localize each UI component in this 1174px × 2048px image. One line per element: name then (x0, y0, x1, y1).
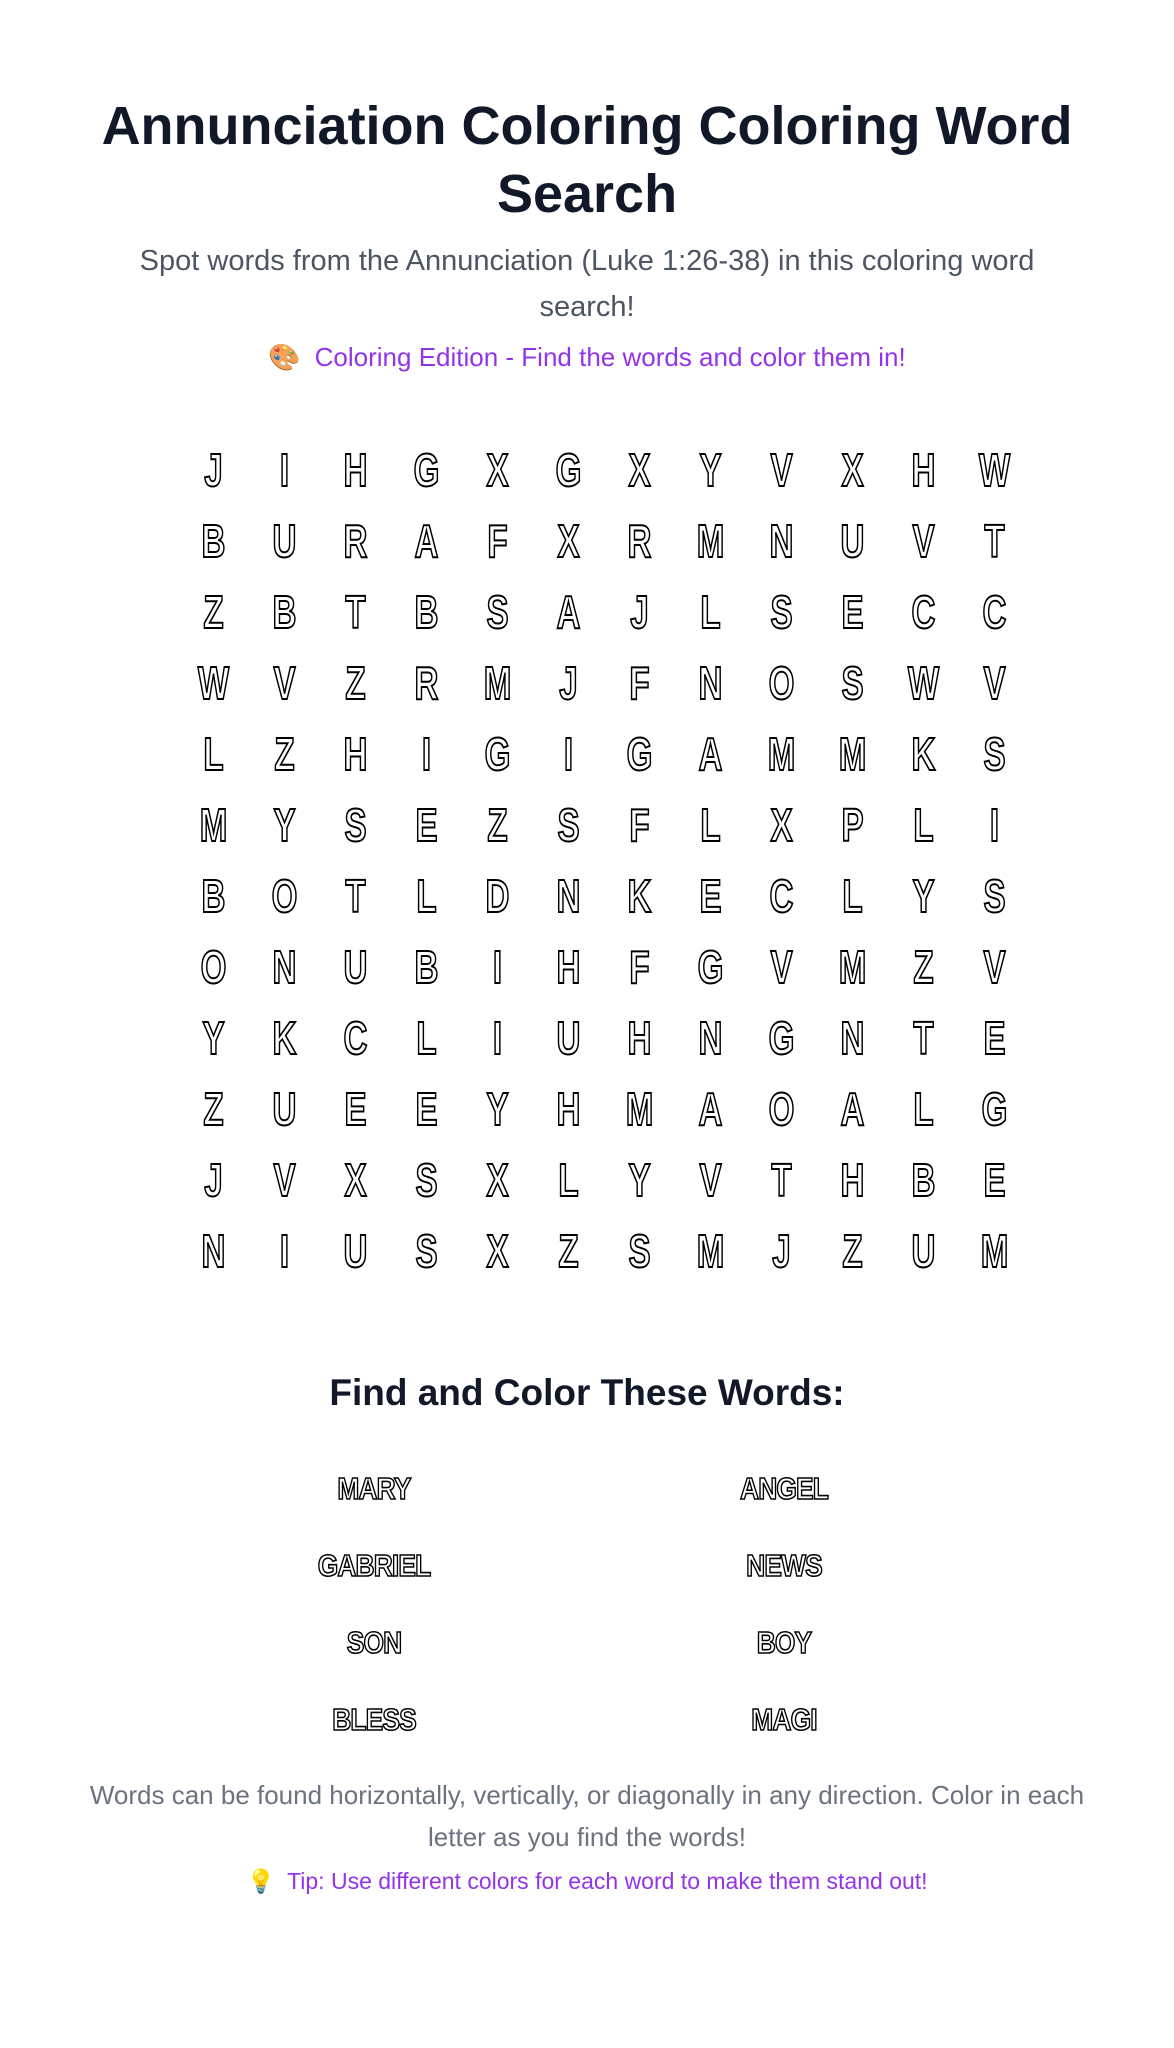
grid-cell[interactable]: Z (913, 940, 934, 993)
grid-cell[interactable]: H (343, 443, 368, 496)
grid-cell[interactable]: A (698, 727, 723, 780)
grid-cell[interactable]: C (769, 869, 794, 922)
grid-cell[interactable]: N (840, 1011, 865, 1064)
grid-cell[interactable]: U (840, 514, 865, 567)
grid-cell[interactable]: Z (203, 1082, 224, 1135)
grid-cell[interactable]: O (271, 869, 298, 922)
word-list-item: BLESS (332, 1701, 416, 1737)
grid-cell[interactable]: E (983, 1153, 1006, 1206)
grid-cell[interactable]: A (840, 1082, 865, 1135)
grid-cell[interactable]: T (984, 514, 1005, 567)
grid-cell[interactable]: G (413, 443, 440, 496)
grid-cell[interactable]: U (272, 1082, 297, 1135)
grid-cell[interactable]: W (197, 656, 230, 709)
grid-cell[interactable]: S (983, 869, 1006, 922)
page-title: Annunciation Coloring Coloring Word Search (101, 96, 1073, 224)
grid-cell[interactable]: S (415, 1224, 438, 1277)
grid-cell[interactable]: U (911, 1224, 936, 1277)
grid-cell[interactable]: O (768, 656, 795, 709)
grid-cell[interactable]: K (911, 727, 936, 780)
grid-cell[interactable]: G (697, 940, 724, 993)
grid-cell[interactable]: Z (274, 727, 295, 780)
grid-cell[interactable]: L (203, 727, 224, 780)
grid-cell[interactable]: L (913, 1082, 934, 1135)
grid-cell[interactable]: K (627, 869, 652, 922)
grid-cell[interactable]: N (769, 514, 794, 567)
grid-cell[interactable]: M (838, 727, 867, 780)
word-list-item: GABRIEL (317, 1547, 431, 1583)
grid-cell[interactable]: S (841, 656, 864, 709)
subtitle: Spot words from the Annunciation (Luke 1:26-38) in this coloring word search! (139, 245, 1035, 323)
grid-cell[interactable]: V (770, 940, 793, 993)
grid-cell[interactable]: V (273, 656, 296, 709)
grid-cell[interactable]: Y (486, 1082, 509, 1135)
grid-cell[interactable]: R (343, 514, 368, 567)
grid-cell[interactable]: M (199, 798, 228, 851)
grid-cell[interactable]: U (272, 514, 297, 567)
grid-cell[interactable]: R (414, 656, 439, 709)
grid-cell[interactable]: V (912, 514, 935, 567)
grid-cell[interactable]: Z (203, 585, 224, 638)
grid-cell[interactable]: H (840, 1153, 865, 1206)
grid-cell[interactable]: V (699, 1153, 722, 1206)
grid-cell[interactable]: J (204, 443, 223, 496)
grid-cell[interactable]: I (279, 1224, 290, 1277)
grid-cell[interactable]: H (343, 727, 368, 780)
grid-cell[interactable]: X (557, 514, 580, 567)
grid-cell[interactable]: D (485, 869, 510, 922)
tip (0, 1868, 1174, 1895)
word-list-item: BOY (756, 1624, 812, 1660)
grid-cell[interactable]: P (841, 798, 864, 851)
grid-cell[interactable]: E (841, 585, 864, 638)
grid-cell[interactable]: L (416, 869, 437, 922)
grid-cell[interactable]: A (414, 514, 439, 567)
word-list-item: ANGEL (740, 1470, 828, 1506)
grid-cell[interactable]: A (556, 585, 581, 638)
grid-cell[interactable]: U (556, 1011, 581, 1064)
grid-cell[interactable]: E (699, 869, 722, 922)
grid-cell[interactable]: B (414, 940, 439, 993)
grid-cell[interactable]: J (772, 1224, 791, 1277)
grid-cell[interactable]: Y (273, 798, 296, 851)
grid-cell[interactable]: X (770, 798, 793, 851)
grid-cell[interactable]: Y (699, 443, 722, 496)
palette-icon: 🎨 (268, 342, 301, 372)
grid-cell[interactable]: A (698, 1082, 723, 1135)
grid-cell[interactable]: F (629, 656, 650, 709)
grid-cell[interactable]: K (272, 1011, 297, 1064)
grid-cell[interactable]: M (696, 514, 725, 567)
grid-cell[interactable]: T (913, 1011, 934, 1064)
word-list-title: Find and Color These Words: (329, 1372, 845, 1413)
grid-cell[interactable]: S (628, 1224, 651, 1277)
grid-cell[interactable]: N (201, 1224, 226, 1277)
grid-cell[interactable]: S (344, 798, 367, 851)
grid-cell[interactable]: F (487, 514, 508, 567)
grid-cell[interactable]: W (978, 443, 1011, 496)
grid-cell[interactable]: G (484, 727, 511, 780)
instructions: Words can be found horizontally, vertically, or diagonally in any direction. Color in each letter as you find the words! (89, 1780, 1085, 1852)
grid-cell[interactable]: B (201, 514, 226, 567)
grid-cell[interactable]: I (563, 727, 574, 780)
grid-cell[interactable]: M (980, 1224, 1009, 1277)
grid-cell[interactable]: L (700, 798, 721, 851)
grid-cell[interactable]: T (345, 869, 366, 922)
grid-cell[interactable]: T (771, 1153, 792, 1206)
grid-cell[interactable]: C (343, 1011, 368, 1064)
lightbulb-icon: 💡 (246, 1868, 276, 1894)
grid-cell[interactable]: S (486, 585, 509, 638)
grid-cell[interactable]: Y (202, 1011, 225, 1064)
grid-cell[interactable]: L (913, 798, 934, 851)
grid-cell[interactable]: N (272, 940, 297, 993)
grid-cell[interactable]: R (627, 514, 652, 567)
word-list-item: MAGI (751, 1701, 817, 1737)
grid-cell[interactable]: B (911, 1153, 936, 1206)
grid-cell[interactable]: C (911, 585, 936, 638)
grid-cell[interactable]: M (767, 727, 796, 780)
grid-cell[interactable]: M (838, 940, 867, 993)
grid-cell[interactable]: J (204, 1153, 223, 1206)
word-search-grid (178, 434, 1030, 1286)
grid-cell[interactable]: X (628, 443, 651, 496)
grid-cell[interactable]: Z (345, 656, 366, 709)
grid-cell[interactable]: J (559, 656, 578, 709)
grid-cell[interactable]: X (486, 1224, 509, 1277)
grid-cell[interactable]: M (696, 1224, 725, 1277)
grid-cell[interactable]: H (627, 1011, 652, 1064)
grid-cell[interactable]: I (492, 940, 503, 993)
grid-cell[interactable]: I (492, 1011, 503, 1064)
grid-cell[interactable]: V (770, 443, 793, 496)
grid-cell[interactable]: S (983, 727, 1006, 780)
grid-cell[interactable]: E (415, 1082, 438, 1135)
grid-cell[interactable]: U (343, 1224, 368, 1277)
grid-cell[interactable]: L (842, 869, 863, 922)
grid-cell[interactable]: V (983, 656, 1006, 709)
grid-cell[interactable]: G (768, 1011, 795, 1064)
grid-cell[interactable]: E (415, 798, 438, 851)
grid-cell[interactable]: O (768, 1082, 795, 1135)
grid-cell[interactable]: G (981, 1082, 1008, 1135)
grid-cell[interactable]: X (841, 443, 864, 496)
grid-cell[interactable]: B (201, 869, 226, 922)
edition-text: Coloring Edition - Find the words and color them in! (314, 342, 906, 372)
edition-banner (0, 342, 1174, 373)
grid-cell[interactable]: N (556, 869, 581, 922)
grid-cell[interactable]: H (556, 940, 581, 993)
grid-cell[interactable]: H (911, 443, 936, 496)
grid-cell[interactable]: G (555, 443, 582, 496)
grid-cell[interactable]: E (983, 1011, 1006, 1064)
grid-cell[interactable]: U (343, 940, 368, 993)
grid-cell[interactable]: I (279, 443, 290, 496)
grid-cell[interactable]: F (629, 798, 650, 851)
grid-cell[interactable]: C (982, 585, 1007, 638)
grid-cell[interactable]: G (626, 727, 653, 780)
grid-cell[interactable]: Y (628, 1153, 651, 1206)
grid-cell[interactable]: H (556, 1082, 581, 1135)
grid-cell[interactable]: E (344, 1082, 367, 1135)
grid-cell[interactable]: N (698, 1011, 723, 1064)
grid-cell[interactable]: S (770, 585, 793, 638)
grid-cell[interactable]: O (200, 940, 227, 993)
tip-text: Tip: Use different colors for each word to make them stand out! (287, 1868, 928, 1894)
grid-cell[interactable]: B (414, 585, 439, 638)
grid-cell[interactable]: X (344, 1153, 367, 1206)
grid-cell[interactable]: S (557, 798, 580, 851)
grid-cell[interactable]: M (625, 1082, 654, 1135)
grid-cell[interactable]: B (272, 585, 297, 638)
word-list (194, 1450, 1014, 1758)
grid-cell[interactable]: L (558, 1153, 579, 1206)
word-list-item: MARY (337, 1470, 411, 1506)
grid-cell[interactable]: Z (487, 798, 508, 851)
grid-cell[interactable]: X (486, 443, 509, 496)
grid-cell[interactable]: L (700, 585, 721, 638)
grid-cell[interactable]: J (630, 585, 649, 638)
grid-cell[interactable]: Z (558, 1224, 579, 1277)
grid-cell[interactable]: V (983, 940, 1006, 993)
grid-cell[interactable]: I (421, 727, 432, 780)
grid-cell[interactable]: S (415, 1153, 438, 1206)
word-list-item: NEWS (746, 1547, 822, 1583)
grid-cell[interactable]: M (483, 656, 512, 709)
grid-cell[interactable]: Y (912, 869, 935, 922)
grid-cell[interactable]: T (345, 585, 366, 638)
grid-cell[interactable]: X (486, 1153, 509, 1206)
grid-cell[interactable]: I (989, 798, 1000, 851)
grid-cell[interactable]: L (416, 1011, 437, 1064)
grid-cell[interactable]: F (629, 940, 650, 993)
grid-cell[interactable]: Z (842, 1224, 863, 1277)
grid-cell[interactable]: W (907, 656, 940, 709)
word-list-item: SON (346, 1624, 402, 1660)
grid-cell[interactable]: N (698, 656, 723, 709)
grid-cell[interactable]: V (273, 1153, 296, 1206)
